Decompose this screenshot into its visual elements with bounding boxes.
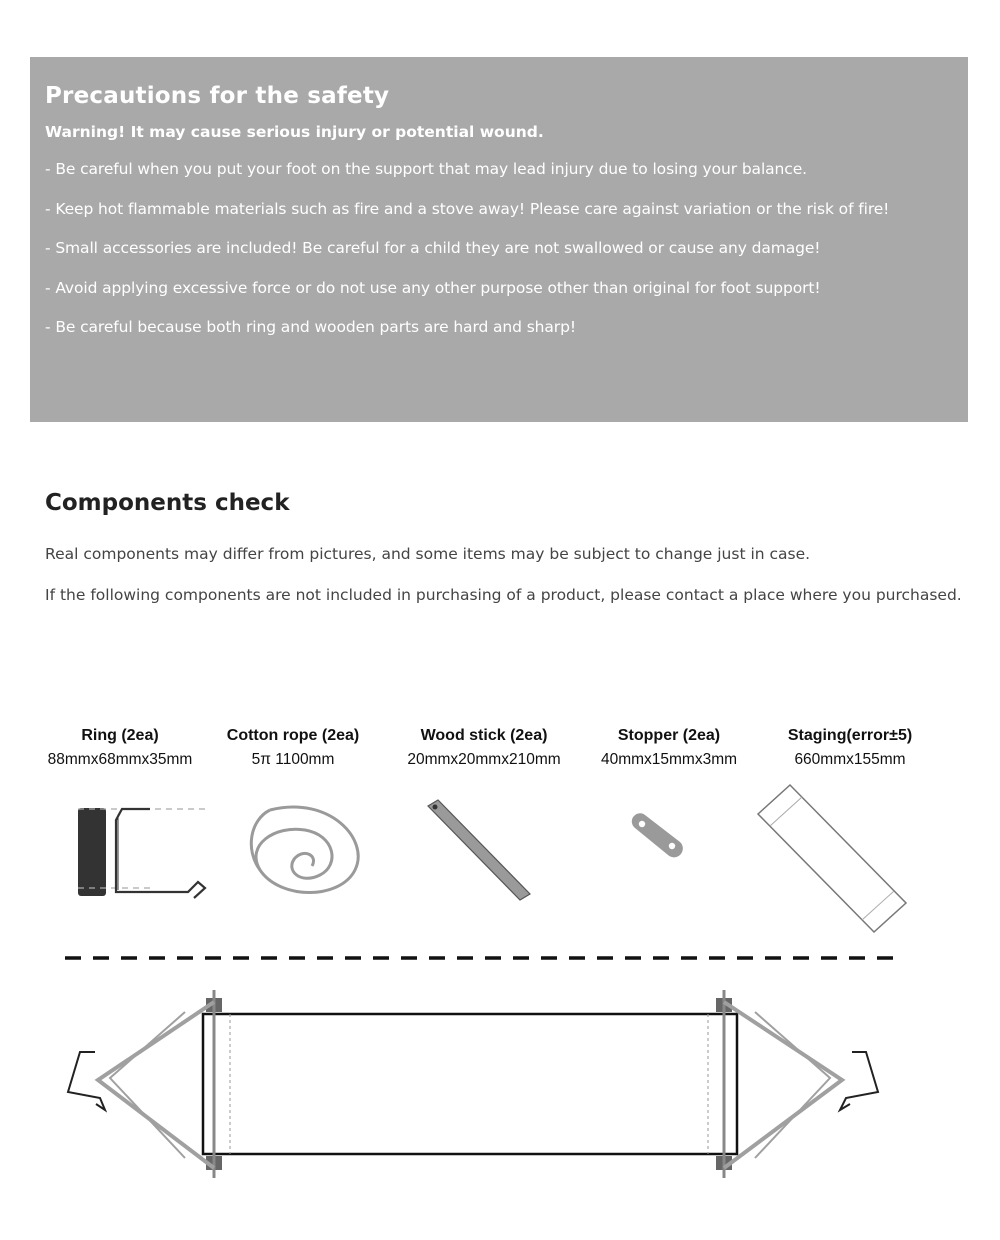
- part-dims: 660mmx155mm: [794, 751, 906, 768]
- part-name: Wood stick (2ea): [420, 727, 548, 744]
- safety-item: - Be careful because both ring and wooden parts are hard and sharp!: [45, 318, 576, 336]
- assembled-footrest-diagram: [68, 990, 878, 1178]
- part-dims: 40mmx15mmx3mm: [600, 751, 738, 768]
- components-title: Components check: [45, 490, 290, 516]
- part-staging: [760, 726, 940, 774]
- components-note: Real components may differ from pictures, and some items may be subject to change just in case.: [45, 545, 811, 563]
- part-dims: 88mmx68mmx35mm: [47, 751, 193, 768]
- components-section: [45, 490, 965, 615]
- part-stopper: [579, 726, 759, 774]
- part-name: Ring (2ea): [81, 727, 159, 744]
- safety-item: - Keep hot flammable materials such as fire and a stove away! Please care against variation or the risk of fire!: [45, 199, 890, 218]
- safety-warning: Warning! It may cause serious injury or potential wound.: [45, 123, 544, 141]
- part-cotton-rope: [203, 726, 383, 774]
- parts-labels: [0, 726, 1000, 786]
- safety-item: - Be careful when you put your foot on the support that may lead injury due to losing your balance.: [45, 160, 807, 178]
- part-name: Stopper (2ea): [617, 727, 721, 744]
- ring-icon: [78, 808, 210, 898]
- stopper-icon: [632, 813, 683, 857]
- safety-list: [45, 160, 968, 336]
- components-illustration: [0, 780, 1000, 1220]
- rope-icon: [251, 807, 358, 892]
- part-dims: 20mmx20mmx210mm: [407, 751, 561, 768]
- safety-title: Precautions for the safety: [45, 83, 390, 109]
- part-ring: [30, 726, 210, 774]
- safety-item: - Small accessories are included! Be careful for a child they are not swallowed or cause any damage!: [45, 239, 821, 257]
- wood-stick-icon: [428, 800, 530, 900]
- part-name: Staging(error±5): [787, 727, 913, 744]
- safety-item: - Avoid applying excessive force or do not use any other purpose other than original for foot support!: [45, 278, 821, 297]
- safety-panel: [30, 57, 968, 422]
- part-wood-stick: [389, 726, 579, 774]
- part-dims: 5π 1100mm: [251, 751, 335, 768]
- staging-icon: [758, 785, 906, 932]
- components-note: If the following components are not included in purchasing of a product, please contact a place where you purchased.: [45, 585, 962, 604]
- part-name: Cotton rope (2ea): [226, 727, 360, 744]
